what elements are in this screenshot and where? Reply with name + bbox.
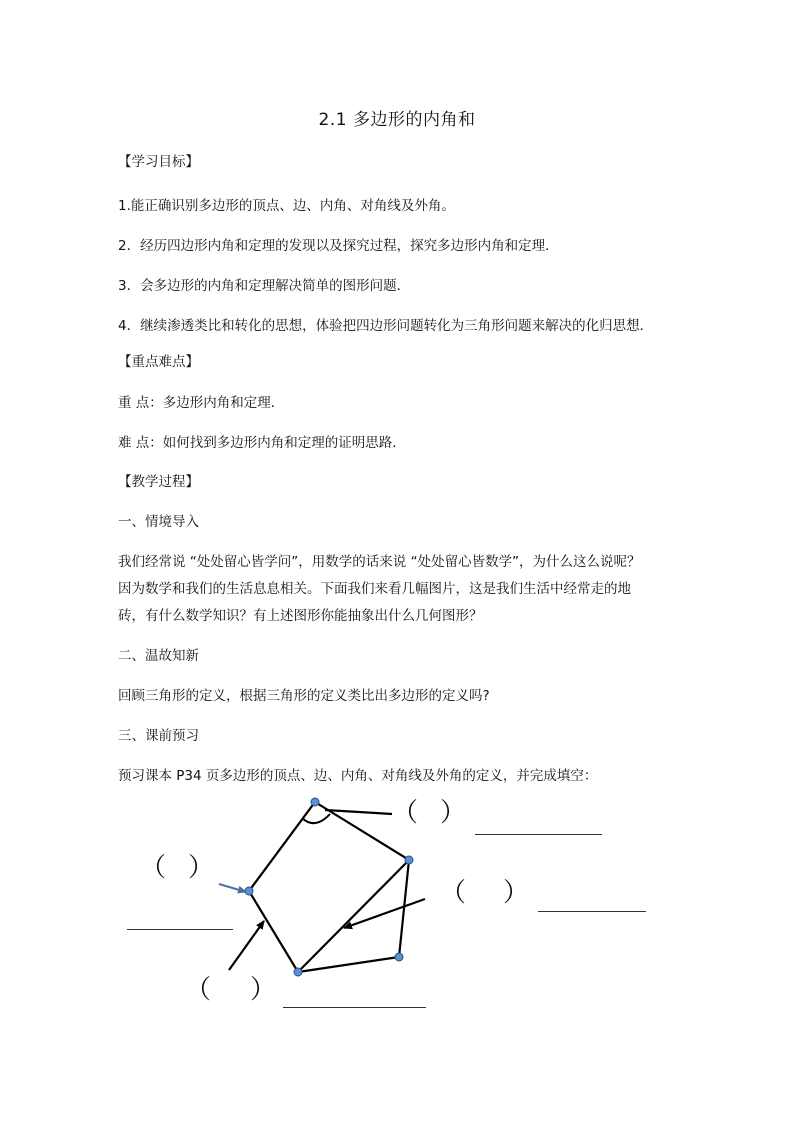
answer-blank-diagonal[interactable] bbox=[538, 911, 646, 912]
bracket-open-diagonal: （ bbox=[440, 878, 467, 908]
vertex-point bbox=[395, 953, 403, 961]
bracket-close-angle: ） bbox=[440, 798, 467, 828]
bracket-close-diagonal: ） bbox=[503, 878, 530, 908]
step3-paragraph: 预习课本 P34 页多边形的顶点、边、内角、对角线及外角的定义，并完成填空： bbox=[118, 768, 598, 784]
vertex-point bbox=[294, 968, 302, 976]
answer-blank-side[interactable] bbox=[283, 1007, 426, 1008]
answer-blank-angle[interactable] bbox=[475, 834, 602, 835]
answer-blank-vertex[interactable] bbox=[127, 929, 233, 930]
goal-2: 2．经历四边形内角和定理的发现以及探究过程，探究多边形内角和定理． bbox=[118, 238, 559, 254]
goal-3: 3．会多边形的内角和定理解决简单的图形问题． bbox=[118, 278, 411, 294]
step2-paragraph: 回顾三角形的定义，根据三角形的定义类比出多边形的定义吗? bbox=[118, 688, 490, 704]
bracket-open-side: （ bbox=[185, 975, 212, 1005]
page-title: 2.1 多边形的内角和 bbox=[318, 110, 476, 130]
goals-header: 【学习目标】 bbox=[118, 154, 199, 170]
vertex-point bbox=[311, 798, 319, 806]
pointer-arrow-side bbox=[229, 921, 264, 970]
step1-paragraph-line2: 因为数学和我们的生活息息相关。下面我们来看几幅图片，这是我们生活中经常走的地 bbox=[118, 581, 631, 597]
diagonal-line bbox=[298, 860, 409, 972]
step2-title: 二、温故知新 bbox=[118, 648, 199, 664]
process-header: 【教学过程】 bbox=[118, 474, 199, 490]
goal-4: 4．继续渗透类比和转化的思想，体验把四边形问题转化为三角形问题来解决的化归思想． bbox=[118, 318, 654, 334]
pentagon-shape bbox=[249, 802, 409, 972]
pointer-arrow-vertex bbox=[219, 884, 246, 892]
bracket-open-angle: （ bbox=[392, 798, 419, 828]
step1-paragraph-line3: 砖，有什么数学知识？有上述图形你能抽象出什么几何图形？ bbox=[118, 608, 483, 624]
step3-title: 三、课前预习 bbox=[118, 728, 199, 744]
step1-paragraph-line1: 我们经常说 “处处留心皆学问”，用数学的话来说 “处处留心皆数学”，为什么这么说呢？ bbox=[118, 554, 641, 570]
step1-title: 一、情境导入 bbox=[118, 514, 199, 530]
key-header: 【重点难点】 bbox=[118, 354, 199, 370]
goal-1: 1.能正确识别多边形的顶点、边、内角、对角线及外角。 bbox=[118, 198, 455, 214]
key-point: 重 点：多边形内角和定理． bbox=[118, 395, 285, 411]
bracket-close-vertex: ） bbox=[188, 853, 215, 883]
vertex-point bbox=[405, 856, 413, 864]
difficulty: 难 点：如何找到多边形内角和定理的证明思路． bbox=[118, 435, 406, 451]
bracket-close-side: ） bbox=[250, 975, 277, 1005]
vertex-point bbox=[245, 887, 253, 895]
bracket-open-vertex: （ bbox=[140, 853, 167, 883]
